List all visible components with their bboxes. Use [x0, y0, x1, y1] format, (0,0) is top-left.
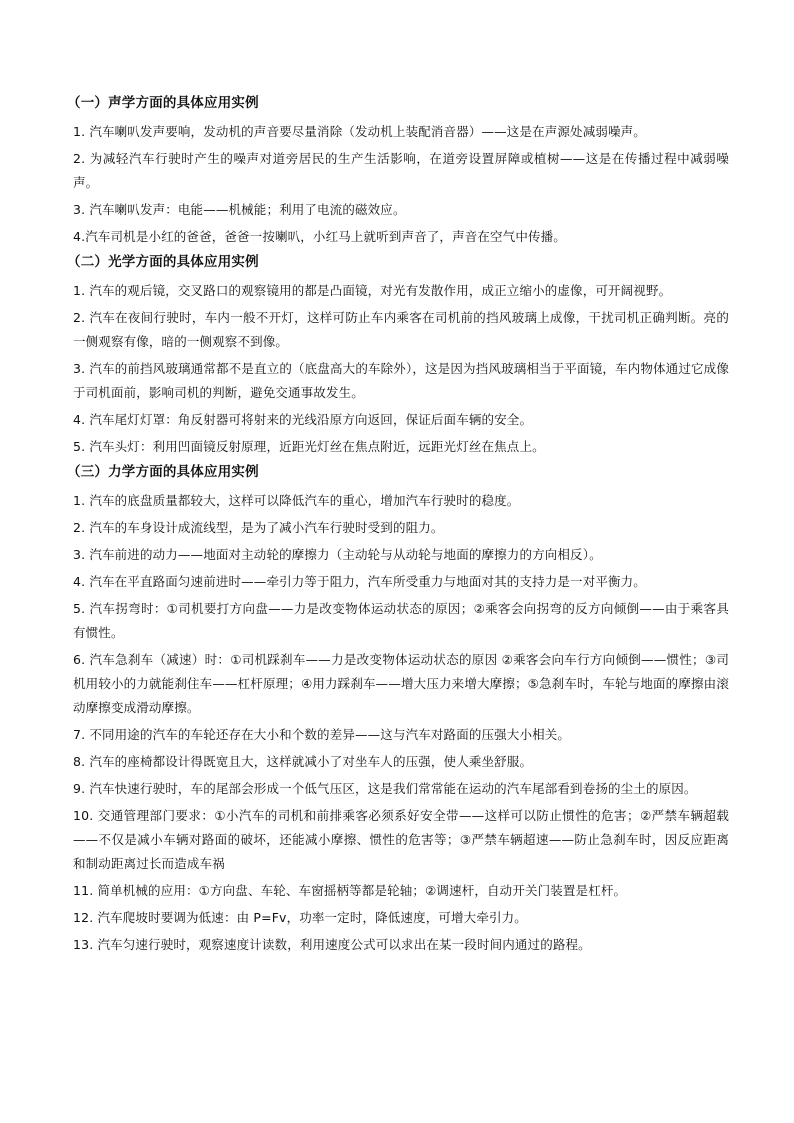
list-item: 4. 汽车尾灯灯罩：角反射器可将射来的光线沿原方向返回，保证后面车辆的安全。 [73, 412, 533, 427]
list-item: 8. 汽车的座椅都设计得既宽且大，这样就减小了对坐车人的压强，使人乘坐舒服。 [73, 754, 533, 769]
list-item: 6. 汽车急刹车（减速）时：①司机踩刹车——力是改变物体运动状态的原因 ②乘客会向车行方向倾倒——惯性；③司机用较小的力就能刹住车——杠杆原理；④用力踩刹车——增大压力来增大摩擦；⑤急刹车时，车轮与地面的摩擦由滚动摩擦变成滑动摩擦。 [73, 652, 729, 715]
list-item: 3. 汽车前进的动力——地面对主动轮的摩擦力（主动轮与从动轮与地面的摩擦力的方向相反）。 [73, 547, 602, 562]
list-item: 2. 汽车的车身设计成流线型，是为了减小汽车行驶时受到的阻力。 [73, 520, 444, 535]
list-item: 2. 汽车在夜间行驶时，车内一般不开灯，这样可防止车内乘客在司机前的挡风玻璃上成像，干扰司机正确判断。亮的一侧观察有像，暗的一侧观察不到像。 [73, 310, 729, 349]
list-item: 9. 汽车快速行驶时，车的尾部会形成一个低气压区，这是我们常常能在运动的汽车尾部看到卷扬的尘土的原因。 [73, 781, 697, 796]
section-title: （二）光学方面的具体应用实例 [67, 254, 259, 270]
list-item: 3. 汽车喇叭发声：电能——机械能；利用了电流的磁效应。 [73, 202, 406, 217]
list-item: 7. 不同用途的汽车的车轮还存在大小和个数的差异——这与汽车对路面的压强大小相关。 [73, 727, 571, 742]
section-mechanics [67, 462, 729, 957]
list-item: 10. 交通管理部门要求：①小汽车的司机和前排乘客必须系好安全带——这样可以防止惯性的危害；②严禁车辆超载——不仅是减小车辆对路面的破坏，还能减小摩擦、惯性的危害等；③严禁车辆超速——防止急刹车时，因反应距离和制动距离过长而造成车祸 [73, 808, 729, 871]
document-page [67, 93, 729, 960]
section-title: （一）声学方面的具体应用实例 [67, 95, 259, 111]
list-item: 13. 汽车匀速行驶时，观察速度计读数，利用速度公式可以求出在某一段时间内通过的路程。 [73, 937, 591, 952]
section-title: （三）力学方面的具体应用实例 [67, 464, 259, 480]
list-item: 1. 汽车喇叭发声要响，发动机的声音要尽量消除（发动机上装配消音器）——这是在声源处减弱噪声。 [73, 124, 646, 139]
list-item: 1. 汽车的观后镜，交叉路口的观察镜用的都是凸面镜，对光有发散作用，成正立缩小的虚像，可开阔视野。 [73, 283, 672, 298]
list-item: 11. 简单机械的应用：①方向盘、车轮、车窗摇柄等都是轮轴；②调速杆，自动开关门装置是杠杆。 [73, 883, 627, 898]
list-item: 4. 汽车在平直路面匀速前进时——牵引力等于阻力，汽车所受重力与地面对其的支持力是一对平衡力。 [73, 574, 646, 589]
list-item: 5. 汽车拐弯时：①司机要打方向盘——力是改变物体运动状态的原因；②乘客会向拐弯的反方向倾倒——由于乘客具有惯性。 [73, 601, 729, 640]
section-acoustics [67, 93, 729, 249]
list-item: 2. 为减轻汽车行驶时产生的噪声对道旁居民的生产生活影响，在道旁设置屏障或植树——这是在传播过程中减弱噪声。 [73, 151, 729, 190]
list-item: 12. 汽车爬坡时要调为低速：由 P=Fv，功率一定时，降低速度，可增大牵引力。 [73, 910, 527, 925]
list-item: 1. 汽车的底盘质量都较大，这样可以降低汽车的重心，增加汽车行驶时的稳度。 [73, 493, 520, 508]
list-item: 3. 汽车的前挡风玻璃通常都不是直立的（底盘高大的车除外），这是因为挡风玻璃相当于平面镜，车内物体通过它成像于司机面前，影响司机的判断，避免交通事故发生。 [73, 361, 729, 400]
list-item: 4.汽车司机是小红的爸爸，爸爸一按喇叭，小红马上就听到声音了，声音在空气中传播。 [73, 229, 566, 244]
section-optics [67, 252, 729, 459]
list-item: 5. 汽车头灯：利用凹面镜反射原理，近距光灯丝在焦点附近，远距光灯丝在焦点上。 [73, 439, 545, 454]
